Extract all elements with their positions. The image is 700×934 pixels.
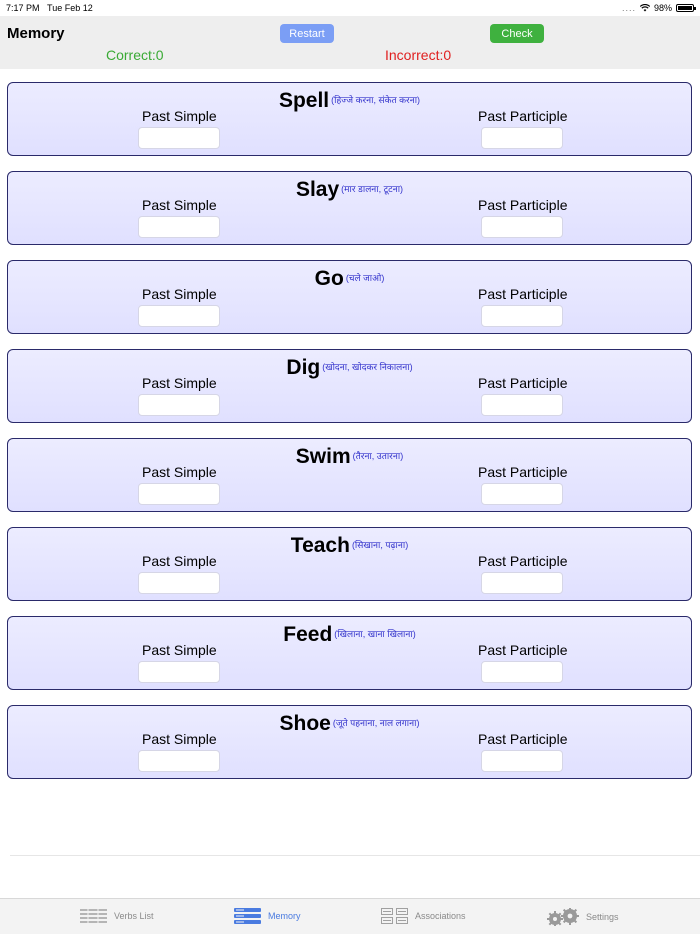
past-simple-input[interactable] xyxy=(138,661,220,683)
past-simple-input[interactable] xyxy=(138,305,220,327)
verb-word: Feed xyxy=(283,623,333,646)
tab-label: Memory xyxy=(268,911,301,921)
divider xyxy=(10,855,700,856)
wifi-icon xyxy=(640,4,650,12)
verb-word: Spell xyxy=(278,89,330,112)
past-participle-input[interactable] xyxy=(481,572,563,594)
verb-card xyxy=(7,616,692,690)
verb-word: Teach xyxy=(290,534,350,557)
header xyxy=(0,16,700,69)
battery-percent: 98% xyxy=(653,3,672,13)
tab-associations[interactable] xyxy=(381,908,466,924)
past-simple-label: Past Simple xyxy=(142,197,217,213)
verb-word: Go xyxy=(314,267,344,290)
past-simple-input[interactable] xyxy=(138,216,220,238)
past-simple-label: Past Simple xyxy=(142,553,217,569)
verb-line xyxy=(8,178,691,202)
past-participle-label: Past Participle xyxy=(478,286,568,302)
verb-meaning: (सिखाना, पढ़ाना) xyxy=(351,540,409,550)
past-simple-label: Past Simple xyxy=(142,108,217,124)
past-participle-input[interactable] xyxy=(481,394,563,416)
verb-meaning: (खोदना, खोदकर निकालना) xyxy=(322,362,413,372)
past-participle-input[interactable] xyxy=(481,216,563,238)
restart-button[interactable]: Restart xyxy=(280,24,334,43)
past-participle-input[interactable] xyxy=(481,661,563,683)
verb-word: Dig xyxy=(286,356,321,379)
status-right xyxy=(622,1,694,15)
status-date: Tue Feb 12 xyxy=(47,3,93,13)
verb-meaning: (तैरना, उतारना) xyxy=(352,451,404,461)
incorrect-count: Incorrect:0 xyxy=(385,47,452,63)
associations-icon xyxy=(381,908,409,924)
verb-line xyxy=(8,534,691,558)
past-simple-label: Past Simple xyxy=(142,464,217,480)
verb-line xyxy=(8,89,691,113)
past-participle-label: Past Participle xyxy=(478,642,568,658)
past-participle-label: Past Participle xyxy=(478,197,568,213)
verb-card xyxy=(7,438,692,512)
correct-count: Correct:0 xyxy=(106,47,164,63)
verb-word: Shoe xyxy=(279,712,331,735)
verb-card xyxy=(7,527,692,601)
verb-meaning: (हिज्जे करना, संकेत करना) xyxy=(331,95,421,105)
tab-bar xyxy=(0,898,700,934)
past-participle-label: Past Participle xyxy=(478,108,568,124)
past-simple-input[interactable] xyxy=(138,394,220,416)
verb-word: Slay xyxy=(295,178,340,201)
verb-card xyxy=(7,349,692,423)
past-simple-label: Past Simple xyxy=(142,731,217,747)
past-simple-input[interactable] xyxy=(138,483,220,505)
status-time xyxy=(6,1,93,15)
signal-dots-icon: .... xyxy=(621,3,636,13)
past-simple-label: Past Simple xyxy=(142,375,217,391)
verb-meaning: (चले जाओ) xyxy=(345,273,385,283)
past-participle-input[interactable] xyxy=(481,305,563,327)
past-participle-label: Past Participle xyxy=(478,464,568,480)
verb-meaning: (मार डालना, टूटना) xyxy=(341,184,404,194)
verb-line xyxy=(8,623,691,647)
past-participle-label: Past Participle xyxy=(478,731,568,747)
verb-meaning: (जूते पहनाना, नाल लगाना) xyxy=(332,718,420,728)
verb-card xyxy=(7,260,692,334)
page-title: Memory xyxy=(7,25,65,42)
verb-line xyxy=(8,445,691,469)
verb-line xyxy=(8,267,691,291)
tab-label: Associations xyxy=(415,911,466,921)
past-simple-input[interactable] xyxy=(138,127,220,149)
battery-icon xyxy=(676,4,694,12)
past-participle-input[interactable] xyxy=(481,750,563,772)
past-participle-label: Past Participle xyxy=(478,375,568,391)
past-participle-input[interactable] xyxy=(481,127,563,149)
past-simple-label: Past Simple xyxy=(142,642,217,658)
past-simple-input[interactable] xyxy=(138,572,220,594)
verb-card xyxy=(7,171,692,245)
list-icon xyxy=(80,908,108,924)
status-time-text: 7:17 PM xyxy=(6,3,40,13)
memory-icon xyxy=(234,908,262,924)
status-bar xyxy=(0,0,700,16)
check-button[interactable]: Check xyxy=(490,24,544,43)
tab-verbs-list[interactable] xyxy=(80,908,154,924)
past-simple-input[interactable] xyxy=(138,750,220,772)
tab-settings[interactable] xyxy=(546,908,619,926)
tab-label: Settings xyxy=(586,912,619,922)
tab-memory[interactable] xyxy=(234,908,301,924)
past-participle-label: Past Participle xyxy=(478,553,568,569)
verb-line xyxy=(8,356,691,380)
verb-meaning: (खिलाना, खाना खिलाना) xyxy=(334,629,416,639)
verb-line xyxy=(8,712,691,736)
verb-card xyxy=(7,705,692,779)
verb-card xyxy=(7,82,692,156)
past-participle-input[interactable] xyxy=(481,483,563,505)
tab-label: Verbs List xyxy=(114,911,154,921)
past-simple-label: Past Simple xyxy=(142,286,217,302)
verb-word: Swim xyxy=(295,445,351,468)
gears-icon xyxy=(546,908,580,926)
